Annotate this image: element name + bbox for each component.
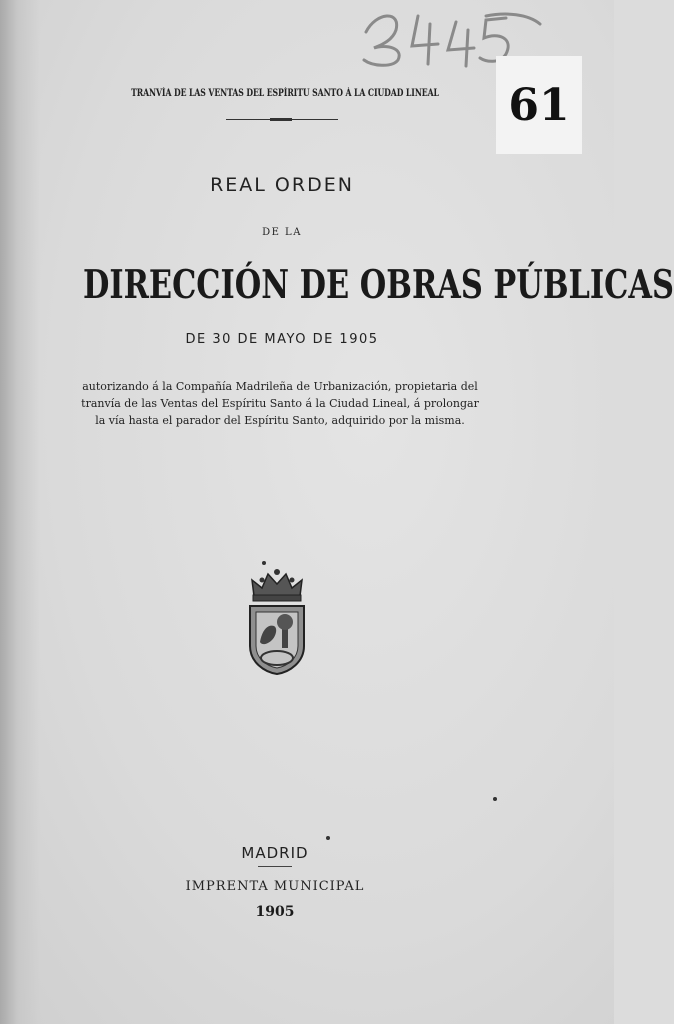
stamp-number: 61 (508, 79, 570, 131)
document-type: REAL ORDEN (210, 174, 354, 196)
paper-speck (262, 561, 266, 565)
header-divider (226, 119, 338, 120)
imprint-divider (258, 866, 292, 867)
imprint-printer: IMPRENTA MUNICIPAL (185, 879, 365, 894)
series-title: TRANVÍA DE LAS VENTAS DEL ESPÍRITU SANTO Á LA CIUDAD LINEAL (131, 88, 439, 99)
title-connector: DE LA (262, 227, 302, 238)
document-date: DE 30 DE MAYO DE 1905 (185, 332, 379, 347)
madrid-coat-of-arms-icon (244, 566, 310, 676)
description-line: autorizando á la Compañía Madrileña de Urbanización, propietaria del (82, 380, 478, 393)
imprint-year: 1905 (255, 904, 295, 920)
description-block (40, 378, 520, 429)
imprint-city: MADRID (241, 844, 309, 862)
issuing-body-title: DIRECCIÓN DE OBRAS PÚBLICAS (83, 262, 674, 308)
description-line: tranvía de las Ventas del Espíritu Santo á la Ciudad Lineal, á prolongar (81, 397, 479, 410)
catalog-stamp (496, 56, 582, 154)
paper-speck (326, 836, 330, 840)
description-line: la vía hasta el parador del Espíritu Santo, adquirido por la misma. (95, 414, 465, 427)
paper-speck (493, 797, 497, 801)
binding-shadow (0, 0, 40, 1024)
